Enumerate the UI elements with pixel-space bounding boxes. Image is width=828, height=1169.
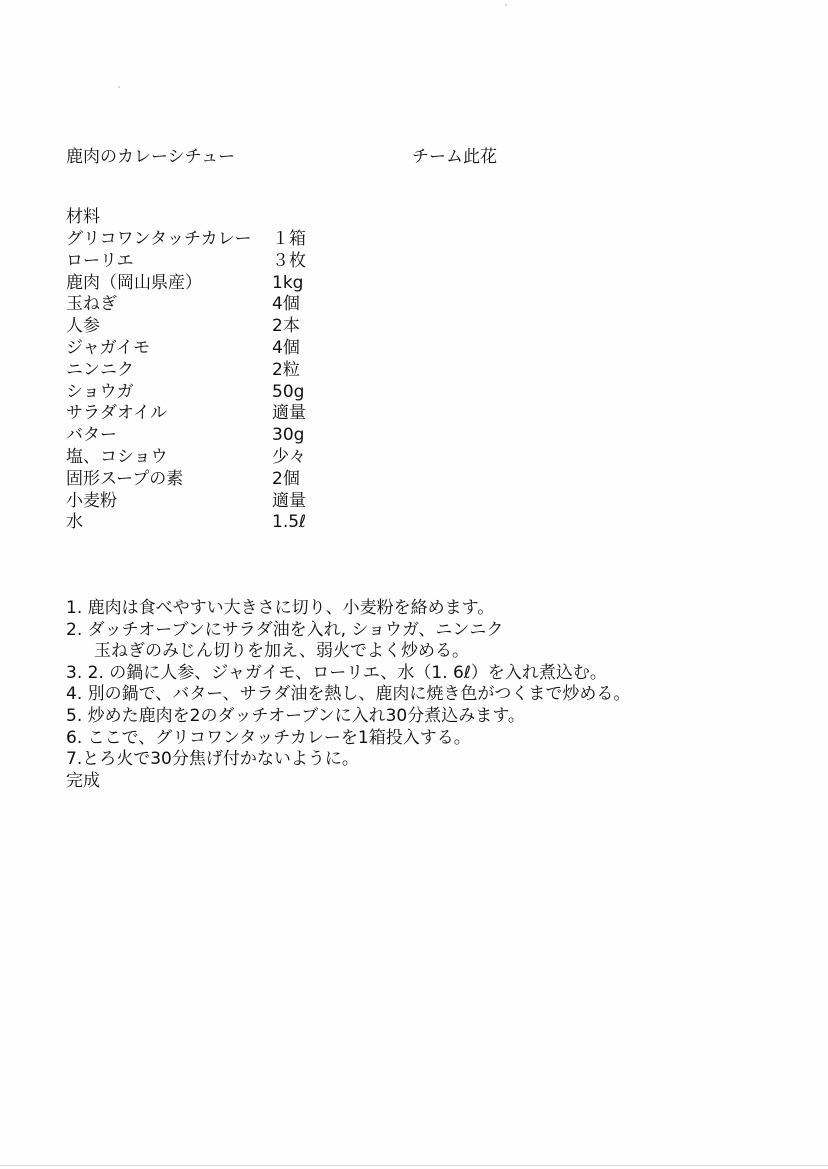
scan-artifact-dot <box>505 4 507 6</box>
ingredients-list <box>66 229 466 534</box>
ingredient-name: ショウガ <box>66 381 134 402</box>
instructions-list <box>66 598 630 792</box>
ingredient-row <box>66 382 466 404</box>
ingredient-name: 小麦粉 <box>66 490 117 511</box>
ingredient-quantity: 4個 <box>272 294 300 315</box>
ingredient-row <box>66 360 466 382</box>
ingredient-row <box>66 447 466 469</box>
scan-artifact-dot <box>118 86 120 88</box>
ingredient-quantity: 2粒 <box>272 359 300 380</box>
ingredients-heading: 材料 <box>66 207 100 227</box>
instruction-step: 5. 炒めた鹿肉を2のダッチオーブンに入れ30分煮込みます。 <box>66 705 525 726</box>
ingredient-quantity: １箱 <box>272 229 306 249</box>
ingredient-row <box>66 229 466 251</box>
ingredient-row <box>66 469 466 491</box>
ingredient-quantity: 2本 <box>272 316 300 337</box>
ingredient-quantity: 50g <box>272 381 305 402</box>
ingredient-name: ローリエ <box>66 250 134 271</box>
ingredient-quantity: 1.5ℓ <box>272 512 307 533</box>
instruction-step: 2. ダッチオーブンにサラダ油を入れ, ショウガ、ニンニク <box>66 619 504 640</box>
ingredient-row <box>66 273 466 295</box>
team-name: チーム此花 <box>412 147 497 167</box>
ingredient-name: 人参 <box>66 316 100 337</box>
instruction-step: 4. 別の鍋で、バター、サラダ油を熱し、鹿肉に焼き色がつくまで炒める。 <box>66 684 631 705</box>
ingredient-name: 玉ねぎ <box>66 294 117 315</box>
ingredient-name: 固形スープの素 <box>66 468 184 489</box>
ingredient-name: サラダオイル <box>66 403 167 424</box>
ingredient-name: バター <box>66 425 117 446</box>
ingredient-row <box>66 491 466 513</box>
ingredient-name: 水 <box>66 512 83 533</box>
ingredient-name: グリコワンタッチカレー <box>66 229 252 249</box>
ingredient-row <box>66 338 466 360</box>
ingredient-quantity: 2個 <box>272 468 300 489</box>
ingredient-quantity: 30g <box>272 425 305 446</box>
ingredient-quantity: 少々 <box>272 446 306 467</box>
ingredient-row <box>66 512 466 534</box>
ingredient-row <box>66 294 466 316</box>
instruction-step: 玉ねぎのみじん切りを加え、弱火でよく炒める。 <box>94 641 470 662</box>
ingredient-name: 鹿肉（岡山県産） <box>66 272 202 293</box>
ingredient-row <box>66 251 466 273</box>
instruction-step: 6. ここで、グリコワンタッチカレーを1箱投入する。 <box>66 727 471 748</box>
instruction-step: 7.とろ火で30分焦げ付かないように。 <box>66 749 359 770</box>
ingredient-row <box>66 316 466 338</box>
instruction-step: 完成 <box>66 770 100 791</box>
instruction-step: 1. 鹿肉は食べやすい大きさに切り、小麦粉を絡めます。 <box>66 598 495 618</box>
ingredient-quantity: 1kg <box>272 272 304 293</box>
ingredient-name: 塩、コショウ <box>66 446 168 467</box>
scan-artifact-line <box>0 1165 828 1166</box>
ingredient-name: ジャガイモ <box>66 337 151 358</box>
ingredient-row <box>66 403 466 425</box>
ingredient-quantity: ３枚 <box>272 250 306 271</box>
ingredient-quantity: 4個 <box>272 337 300 358</box>
ingredient-quantity: 適量 <box>272 490 306 511</box>
recipe-title: 鹿肉のカレーシチュー <box>66 147 236 167</box>
ingredient-quantity: 適量 <box>272 403 306 424</box>
ingredient-row <box>66 425 466 447</box>
instruction-step: 3. 2. の鍋に人参、ジャガイモ、ローリエ、水（1. 6ℓ）を入れ煮込む。 <box>66 662 607 683</box>
ingredient-name: ニンニク <box>66 359 134 380</box>
